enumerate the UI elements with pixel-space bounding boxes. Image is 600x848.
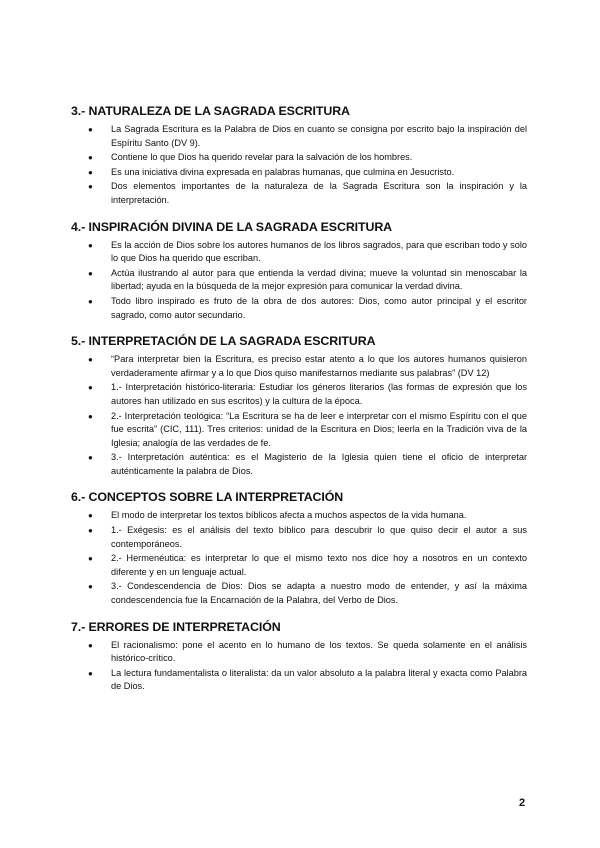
list-item bbox=[71, 239, 527, 266]
list-item bbox=[71, 410, 527, 451]
section-title: 6.- CONCEPTOS SOBRE LA INTERPRETACIÓN bbox=[71, 490, 344, 505]
bullet-icon: ● bbox=[88, 383, 93, 393]
list-item bbox=[71, 267, 527, 294]
bullet-icon: ● bbox=[88, 182, 93, 192]
bullet-icon: ● bbox=[88, 668, 93, 678]
list-item-text: Actúa ilustrando al autor para que entienda la verdad divina; mueve la voluntad sin menoscabar la libertad; ayuda en la búsqueda de la mejor expresión para comunicar la verdad divina. bbox=[111, 267, 527, 292]
list-item bbox=[71, 381, 527, 408]
section-naturaleza bbox=[71, 104, 527, 208]
bullet-list bbox=[71, 123, 527, 208]
list-item-text: 2.- Hermenéutica: es interpretar lo que el mismo texto nos dice hoy a nosotros en un contexto diferente y en un lenguaje actual. bbox=[111, 553, 527, 577]
list-item bbox=[71, 295, 527, 322]
list-item bbox=[71, 667, 527, 694]
list-item bbox=[71, 524, 527, 551]
list-item bbox=[71, 180, 527, 207]
bullet-list bbox=[71, 353, 527, 478]
bullet-icon: ● bbox=[88, 240, 93, 250]
document-page bbox=[71, 104, 527, 706]
list-item-text: Contiene lo que Dios ha querido revelar para la salvación de los hombres. bbox=[111, 152, 413, 163]
bullet-icon: ● bbox=[88, 355, 93, 365]
page-number: 2 bbox=[519, 797, 526, 809]
list-item bbox=[71, 166, 527, 180]
section-errores bbox=[71, 620, 527, 694]
list-item bbox=[71, 151, 527, 165]
bullet-icon: ● bbox=[88, 640, 93, 650]
bullet-icon: ● bbox=[88, 268, 93, 278]
list-item-text: 1.- Exégesis: es el análisis del texto bíblico para descubrir lo que quiso decir el autor a sus contemporáneos. bbox=[111, 525, 527, 549]
list-item-text: El racionalismo: pone el acento en lo humano de los textos. Se queda solamente en el análisis histórico-crítico. bbox=[111, 639, 527, 664]
section-title: 7.- ERRORES DE INTERPRETACIÓN bbox=[71, 619, 281, 634]
list-item-text: El modo de interpretar los textos bíblicos afecta a muchos aspectos de la vida humana. bbox=[111, 510, 467, 521]
list-item-text: Es una iniciativa divina expresada en palabras humanas, que culmina en Jesucristo. bbox=[111, 166, 455, 177]
list-item bbox=[71, 353, 527, 380]
list-item-text: 1.- Interpretación histórico-literaria: Estudiar los géneros literarios (las formas de expresión que los autores han utilizado en sus escritos) y la cultura de la época. bbox=[111, 382, 527, 406]
bullet-icon: ● bbox=[88, 526, 93, 536]
section-inspiracion bbox=[71, 220, 527, 323]
section-conceptos bbox=[71, 490, 527, 607]
bullet-list bbox=[71, 639, 527, 694]
list-item bbox=[71, 639, 527, 666]
bullet-icon: ● bbox=[88, 554, 93, 564]
list-item bbox=[71, 580, 527, 607]
list-item bbox=[71, 552, 527, 579]
bullet-icon: ● bbox=[88, 167, 93, 177]
list-item-text: 2.- Interpretación teológica: “La Escritura se ha de leer e interpretar con el mismo Espíritu con el que fue escrita” (CIC, 111). Tres criterios: unidad de la Escritura en Dios; leerla en la Tradición viva de la Iglesia; analogía de las verdades de fe. bbox=[111, 410, 527, 448]
list-item-text: Es la acción de Dios sobre los autores humanos de los libros sagrados, para que escriban todo y solo lo que Dios ha querido que escriban. bbox=[111, 239, 527, 264]
list-item-text: 3.- Interpretación auténtica: es el Magisterio de la Iglesia quien tiene el oficio de interpretar auténticamente la palabra de Dios. bbox=[111, 452, 527, 476]
bullet-icon: ● bbox=[88, 411, 93, 421]
list-item bbox=[71, 123, 527, 150]
list-item bbox=[71, 509, 527, 523]
bullet-icon: ● bbox=[88, 296, 93, 306]
section-title: 5.- INTERPRETACIÓN DE LA SAGRADA ESCRITURA bbox=[71, 334, 376, 349]
bullet-icon: ● bbox=[88, 453, 93, 463]
bullet-list bbox=[71, 509, 527, 607]
section-interpretacion bbox=[71, 334, 527, 478]
section-title: 4.- INSPIRACIÓN DIVINA DE LA SAGRADA ESCRITURA bbox=[71, 219, 393, 234]
list-item-text: Dos elementos importantes de la naturaleza de la Sagrada Escritura son la inspiración y la interpretación. bbox=[111, 181, 527, 205]
list-item-text: Todo libro inspirado es fruto de la obra de dos autores: Dios, como autor principal y el escritor sagrado, como autor secundario. bbox=[111, 295, 527, 320]
list-item-text: “Para interpretar bien la Escritura, es preciso estar atento a lo que los autores humanos quisieron verdaderamente afirmar y a lo que Dios quiso manifestarnos mediante sus palabras” (DV 12) bbox=[111, 354, 527, 378]
list-item bbox=[71, 451, 527, 478]
bullet-icon: ● bbox=[88, 125, 93, 134]
bullet-list bbox=[71, 239, 527, 323]
section-title: 3.- NATURALEZA DE LA SAGRADA ESCRITURA bbox=[71, 104, 350, 118]
bullet-icon: ● bbox=[88, 511, 93, 521]
list-item-text: La lectura fundamentalista o literalista: da un valor absoluto a la palabra literal y exacta como Palabra de Dios. bbox=[111, 667, 527, 692]
bullet-icon: ● bbox=[88, 582, 93, 592]
list-item-text: 3.- Condescendencia de Dios: Dios se adapta a nuestro modo de entender, y así la máxima condescendencia fue la Encarnación de la Palabra, del Verbo de Dios. bbox=[111, 581, 527, 606]
bullet-icon: ● bbox=[88, 153, 93, 163]
list-item-text: La Sagrada Escritura es la Palabra de Dios en cuanto se consigna por escrito bajo la inspiración del Espíritu Santo (DV 9). bbox=[111, 124, 527, 148]
